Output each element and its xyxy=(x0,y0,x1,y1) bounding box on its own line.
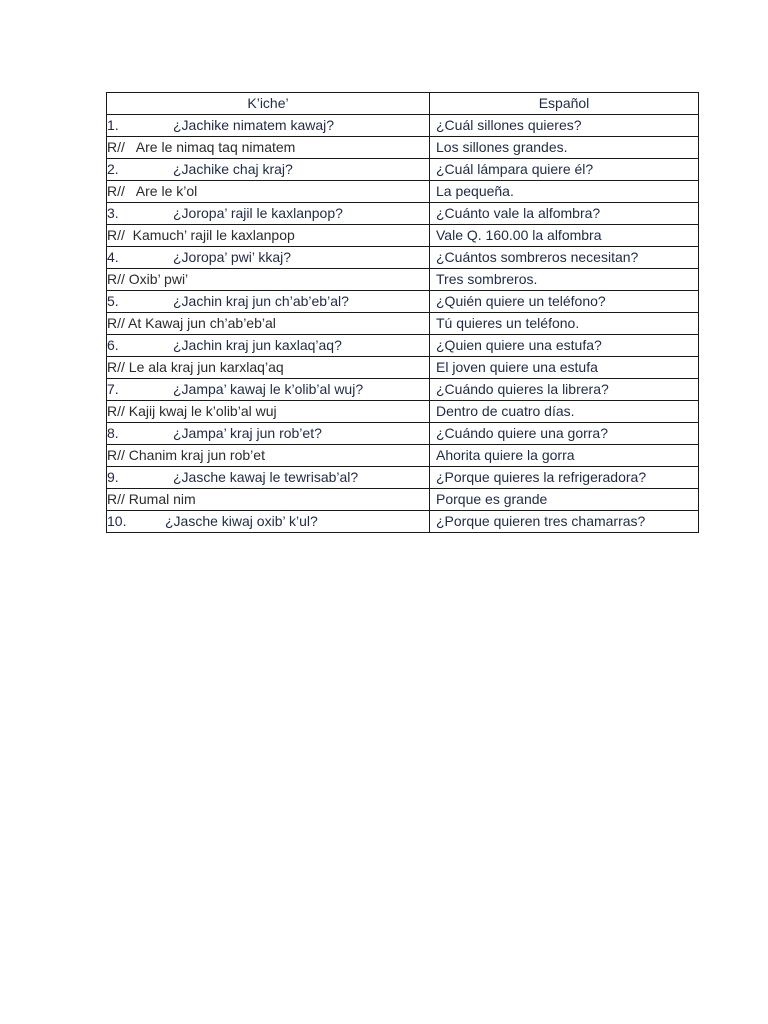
kiche-cell xyxy=(107,181,430,203)
espanol-cell: ¿Cuántos sombreros necesitan? xyxy=(430,247,699,269)
espanol-cell: ¿Cuándo quieres la librera? xyxy=(430,379,699,401)
table-row xyxy=(107,181,699,203)
answer-prefix: R// xyxy=(107,271,125,287)
table-row xyxy=(107,115,699,137)
row-number: 8. xyxy=(107,425,119,441)
table-row xyxy=(107,423,699,445)
espanol-cell: La pequeña. xyxy=(430,181,699,203)
espanol-cell: Porque es grande xyxy=(430,489,699,511)
table-row xyxy=(107,511,699,533)
kiche-cell xyxy=(107,291,430,313)
kiche-cell xyxy=(107,357,430,379)
espanol-cell: ¿Porque quieren tres chamarras? xyxy=(430,511,699,533)
row-number: 3. xyxy=(107,205,119,221)
kiche-cell xyxy=(107,137,430,159)
espanol-cell: ¿Cuánto vale la alfombra? xyxy=(430,203,699,225)
table-row xyxy=(107,445,699,467)
kiche-text: Are le nimaq taq nimatem xyxy=(135,139,296,155)
row-number: 2. xyxy=(107,161,119,177)
espanol-cell: Los sillones grandes. xyxy=(430,137,699,159)
espanol-cell: El joven quiere una estufa xyxy=(430,357,699,379)
kiche-text: ¿Jachin kraj jun kaxlaq’aq? xyxy=(173,337,342,353)
kiche-text: Le ala kraj jun karxlaq’aq xyxy=(128,359,284,375)
row-number: 10. xyxy=(107,513,127,529)
kiche-cell xyxy=(107,203,430,225)
table-row xyxy=(107,291,699,313)
header-espanol: Español xyxy=(430,93,699,115)
answer-prefix: R// xyxy=(107,447,125,463)
espanol-cell: ¿Cuál sillones quieres? xyxy=(430,115,699,137)
table-row xyxy=(107,489,699,511)
kiche-text: Rumal nim xyxy=(128,491,196,507)
kiche-cell xyxy=(107,225,430,247)
espanol-cell: Vale Q. 160.00 la alfombra xyxy=(430,225,699,247)
table-row xyxy=(107,379,699,401)
espanol-cell: Ahorita quiere la gorra xyxy=(430,445,699,467)
kiche-cell xyxy=(107,313,430,335)
kiche-cell xyxy=(107,247,430,269)
kiche-text: Kajij kwaj le k’olib’al wuj xyxy=(128,403,277,419)
kiche-cell xyxy=(107,445,430,467)
table-row xyxy=(107,357,699,379)
espanol-cell: ¿Cuándo quiere una gorra? xyxy=(430,423,699,445)
kiche-cell xyxy=(107,401,430,423)
answer-prefix: R// xyxy=(107,183,125,199)
header-kiche: K’iche’ xyxy=(107,93,430,115)
kiche-text: ¿Jampa’ kawaj le k’olib’al wuj? xyxy=(173,381,364,397)
answer-prefix: R// xyxy=(107,227,125,243)
table-header-row xyxy=(107,93,699,115)
kiche-cell xyxy=(107,467,430,489)
kiche-cell xyxy=(107,489,430,511)
table-row xyxy=(107,467,699,489)
kiche-cell xyxy=(107,159,430,181)
kiche-text: ¿Jachike chaj kraj? xyxy=(173,161,293,177)
kiche-cell xyxy=(107,115,430,137)
espanol-cell: Tres sombreros. xyxy=(430,269,699,291)
kiche-text: At Kawaj jun ch’ab’eb’al xyxy=(128,315,276,331)
row-number: 4. xyxy=(107,249,119,265)
espanol-cell: Tú quieres un teléfono. xyxy=(430,313,699,335)
row-number: 7. xyxy=(107,381,119,397)
espanol-cell: ¿Porque quieres la refrigeradora? xyxy=(430,467,699,489)
kiche-cell xyxy=(107,379,430,401)
row-number: 9. xyxy=(107,469,119,485)
table-row xyxy=(107,203,699,225)
kiche-text: Kamuch’ rajil le kaxlanpop xyxy=(132,227,295,243)
answer-prefix: R// xyxy=(107,139,125,155)
kiche-cell xyxy=(107,511,430,533)
table-row xyxy=(107,401,699,423)
espanol-cell: Dentro de cuatro días. xyxy=(430,401,699,423)
table-row xyxy=(107,159,699,181)
table-row xyxy=(107,335,699,357)
kiche-text: ¿Jampa’ kraj jun rob’et? xyxy=(173,425,322,441)
kiche-text: ¿Joropa’ pwi’ kkaj? xyxy=(173,249,292,265)
answer-prefix: R// xyxy=(107,403,125,419)
row-number: 5. xyxy=(107,293,119,309)
table-row xyxy=(107,313,699,335)
answer-prefix: R// xyxy=(107,491,125,507)
kiche-text: Chanim kraj jun rob’et xyxy=(128,447,265,463)
answer-prefix: R// xyxy=(107,315,125,331)
kiche-cell xyxy=(107,335,430,357)
row-number: 6. xyxy=(107,337,119,353)
kiche-text: ¿Jachin kraj jun ch’ab’eb’al? xyxy=(173,293,349,309)
kiche-text: Oxib’ pwi’ xyxy=(128,271,189,287)
kiche-text: ¿Jasche kawaj le tewrisab’al? xyxy=(173,469,359,485)
espanol-cell: ¿Cuál lámpara quiere él? xyxy=(430,159,699,181)
table-row xyxy=(107,225,699,247)
table-row xyxy=(107,137,699,159)
espanol-cell: ¿Quien quiere una estufa? xyxy=(430,335,699,357)
kiche-text: ¿Jasche kiwaj oxib’ k’ul? xyxy=(165,513,318,529)
vocabulary-table xyxy=(106,92,699,533)
kiche-cell xyxy=(107,423,430,445)
table-row xyxy=(107,247,699,269)
row-number: 1. xyxy=(107,117,119,133)
espanol-cell: ¿Quién quiere un teléfono? xyxy=(430,291,699,313)
kiche-text: ¿Joropa’ rajil le kaxlanpop? xyxy=(173,205,343,221)
kiche-text: ¿Jachike nimatem kawaj? xyxy=(173,117,335,133)
answer-prefix: R// xyxy=(107,359,125,375)
kiche-cell xyxy=(107,269,430,291)
table-row xyxy=(107,269,699,291)
kiche-text: Are le k’ol xyxy=(135,183,198,199)
